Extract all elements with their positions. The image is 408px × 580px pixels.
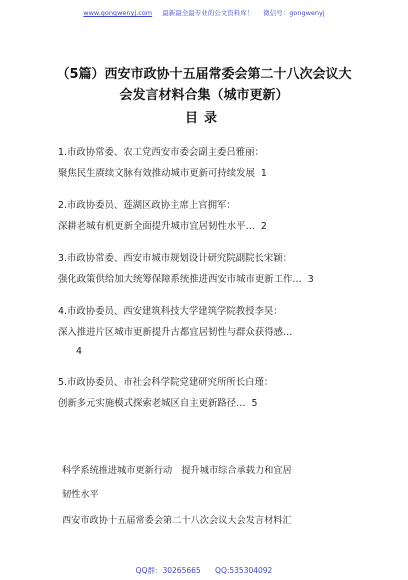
toc-item-subject	[58, 163, 358, 184]
toc-item-author: 3.市政协常委、西安市城市规划设计研究院副院长宋颖：	[58, 253, 292, 264]
toc-item-page-number: 5	[251, 398, 258, 409]
body-paragraph-line: 西安市政协十五届常委会第二十八次会议大会发言材料汇	[62, 515, 292, 526]
toc-item-subject	[58, 269, 358, 290]
toc-item-author: 2.市政协委员、莲湖区政协主席上官拥军：	[58, 200, 236, 211]
page-header	[0, 8, 408, 17]
toc-item-subject-text: 强化政策供给加大统筹保障系统推进西安市城市更新工作…	[58, 274, 302, 285]
toc-item-page-number: 4	[76, 346, 82, 357]
toc-item-subject-text: 深入推进片区城市更新提升古都宜居韧性与群众获得感…	[58, 327, 293, 338]
toc-item-subject	[58, 393, 358, 414]
toc-item[interactable]	[58, 301, 358, 361]
toc-item[interactable]	[58, 372, 358, 414]
toc-item-subject	[58, 216, 358, 237]
header-website-link[interactable]: www.gongwenyj.com	[83, 9, 153, 17]
toc-item-page-number: 2	[260, 221, 267, 232]
toc-item-page-number: 3	[307, 274, 314, 285]
header-wechat: 微信号：gongwenyj	[263, 9, 325, 17]
toc-item-subject-text: 深耕老城有机更新全面提升城市宜居韧性水平…	[58, 221, 255, 232]
toc-item-subject-text: 聚焦民生赓续文脉有效推动城市更新可持续发展	[58, 168, 255, 179]
toc-item[interactable]	[58, 142, 358, 184]
document-title-line-2: 会发言材料合集（城市更新）	[119, 88, 289, 103]
body-heading-line-2: 韧性水平	[62, 489, 99, 500]
toc-item[interactable]	[58, 195, 358, 237]
toc-item-author: 1.市政协常委、农工党西安市委会副主委吕雅丽：	[58, 147, 264, 158]
toc-item-subject	[58, 322, 358, 343]
table-of-contents	[58, 142, 358, 425]
footer-qq: QQ:535304092	[215, 566, 273, 575]
toc-item-page-number: 1	[260, 168, 267, 179]
document-title-line-1: （5篇）西安市政协十五届常委会第二十八次会议大	[56, 67, 352, 82]
toc-heading: 目录	[184, 111, 223, 126]
footer-qq-group: QQ群：30265665	[135, 566, 201, 575]
toc-item-subject-text: 创新多元实施模式探索老城区自主更新路径…	[58, 398, 246, 409]
toc-item-author: 4.市政协委员、西安建筑科技大学建筑学院教授李昊：	[58, 306, 283, 317]
document-title	[0, 64, 408, 106]
header-slogan: 最新最全最专业的公文资料库！	[162, 9, 254, 17]
toc-item[interactable]	[58, 248, 358, 290]
toc-item-author: 5.市政协委员、市社会科学院党建研究所所长白瑾：	[58, 377, 274, 388]
page-footer	[0, 565, 408, 576]
body-heading-line-1: 科学系统推进城市更新行动 提升城市综合承载力和宜居	[62, 465, 292, 476]
